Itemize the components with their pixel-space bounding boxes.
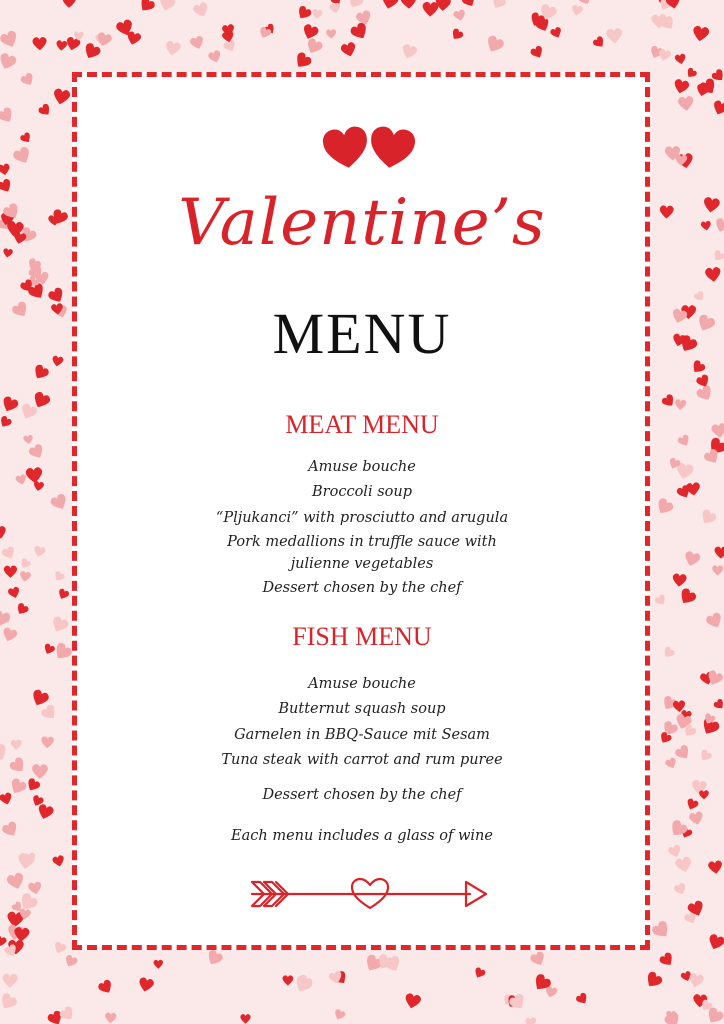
- confetti-heart-icon: [661, 393, 677, 409]
- footer-note: Each menu includes a glass of wine: [231, 828, 493, 844]
- confetti-heart-icon: [673, 882, 688, 897]
- confetti-heart-icon: [0, 52, 18, 72]
- meat-menu-item: julienne vegetables: [290, 556, 434, 572]
- confetti-heart-icon: [37, 103, 53, 119]
- confetti-heart-icon: [164, 40, 181, 57]
- confetti-heart-icon: [667, 844, 683, 859]
- two-hearts-icon: [322, 126, 416, 170]
- confetti-heart-icon: [643, 970, 664, 991]
- confetti-heart-icon: [326, 29, 337, 39]
- confetti-heart-icon: [58, 1005, 76, 1023]
- confetti-heart-icon: [461, 0, 478, 9]
- confetti-heart-icon: [52, 88, 71, 106]
- confetti-heart-icon: [692, 25, 710, 42]
- fish-menu-item: Dessert chosen by the chef: [262, 787, 462, 803]
- confetti-heart-icon: [304, 37, 324, 56]
- confetti-heart-icon: [205, 949, 225, 968]
- fish-menu-item: Garnelen in BBQ-Sauce mit Sesam: [234, 727, 490, 743]
- confetti-heart-icon: [592, 35, 607, 50]
- confetti-heart-icon: [706, 933, 724, 952]
- confetti-heart-icon: [549, 26, 563, 39]
- confetti-heart-icon: [158, 0, 177, 13]
- confetti-heart-icon: [0, 106, 16, 126]
- title-valentines: Valentine’s: [178, 186, 546, 260]
- confetti-heart-icon: [240, 1014, 250, 1024]
- confetti-heart-icon: [137, 0, 157, 15]
- fish-menu-item: Tuna steak with carrot and rum puree: [221, 752, 503, 768]
- confetti-heart-icon: [97, 978, 115, 996]
- confetti-heart-icon: [82, 42, 102, 62]
- meat-menu-item: Dessert chosen by the chef: [262, 580, 462, 596]
- confetti-heart-icon: [56, 40, 68, 51]
- confetti-heart-icon: [349, 21, 370, 42]
- fish-menu-item: Butternut squash soup: [278, 701, 446, 717]
- confetti-heart-icon: [0, 935, 7, 948]
- fish-menu-item: Amuse bouche: [308, 676, 416, 692]
- confetti-heart-icon: [301, 23, 320, 41]
- confetti-heart-icon: [490, 0, 507, 11]
- title-menu: MENU: [272, 301, 452, 366]
- confetti-heart-icon: [14, 602, 29, 617]
- fish-menu-heading: FISH MENU: [292, 622, 432, 651]
- confetti-heart-icon: [695, 384, 715, 404]
- confetti-heart-icon: [508, 992, 528, 1012]
- confetti-heart-icon: [525, 1017, 537, 1024]
- confetti-heart-icon: [6, 872, 26, 891]
- confetti-heart-icon: [674, 53, 686, 65]
- confetti-heart-icon: [473, 966, 487, 980]
- confetti-heart-icon: [380, 0, 399, 10]
- confetti-heart-icon: [711, 99, 724, 117]
- confetti-heart-icon: [400, 43, 418, 60]
- confetti-heart-icon: [606, 28, 623, 44]
- confetti-heart-icon: [137, 977, 154, 993]
- confetti-heart-icon: [340, 41, 358, 58]
- confetti-heart-icon: [192, 1, 210, 19]
- confetti-heart-icon: [2, 974, 17, 988]
- confetti-heart-icon: [529, 45, 545, 61]
- confetti-heart-icon: [705, 267, 722, 283]
- confetti-heart-icon: [62, 0, 75, 8]
- confetti-heart-icon: [19, 131, 33, 145]
- confetti-heart-icon: [52, 855, 66, 868]
- confetti-heart-icon: [105, 1012, 117, 1023]
- confetti-heart-icon: [529, 950, 547, 968]
- confetti-heart-icon: [484, 34, 506, 55]
- confetti-heart-icon: [674, 399, 686, 411]
- confetti-heart-icon: [658, 951, 676, 969]
- confetti-heart-icon: [688, 811, 704, 826]
- confetti-heart-icon: [422, 2, 438, 17]
- confetti-heart-icon: [0, 163, 11, 176]
- confetti-heart-icon: [650, 919, 672, 941]
- meat-menu-item: Pork medallions in truffle sauce with: [227, 534, 497, 550]
- confetti-heart-icon: [673, 78, 690, 95]
- confetti-heart-icon: [404, 992, 422, 1010]
- confetti-heart-icon: [207, 50, 222, 65]
- confetti-heart-icon: [346, 0, 365, 11]
- confetti-heart-icon: [0, 29, 20, 50]
- heart-arrow-icon: [248, 876, 490, 912]
- confetti-heart-icon: [678, 96, 695, 112]
- confetti-heart-icon: [36, 803, 54, 821]
- confetti-heart-icon: [292, 51, 313, 71]
- confetti-heart-icon: [312, 9, 323, 20]
- confetti-heart-icon: [63, 954, 79, 969]
- meat-menu-item: Amuse bouche: [308, 459, 416, 475]
- confetti-heart-icon: [708, 860, 723, 875]
- meat-menu-heading: MEAT MENU: [285, 410, 439, 439]
- confetti-heart-icon: [52, 941, 67, 955]
- confetti-heart-icon: [685, 67, 698, 80]
- confetti-heart-icon: [189, 35, 205, 51]
- confetti-heart-icon: [329, 3, 341, 14]
- confetti-heart-icon: [674, 856, 693, 874]
- confetti-heart-icon: [577, 0, 593, 7]
- confetti-heart-icon: [0, 992, 19, 1013]
- confetti-heart-icon: [571, 4, 584, 16]
- confetti-heart-icon: [333, 1008, 347, 1021]
- confetti-heart-icon: [453, 9, 467, 22]
- confetti-heart-icon: [400, 0, 417, 9]
- confetti-heart-icon: [282, 975, 293, 985]
- confetti-heart-icon: [295, 5, 313, 22]
- confetti-heart-icon: [32, 37, 47, 51]
- confetti-heart-icon: [153, 960, 163, 969]
- confetti-heart-icon: [449, 27, 464, 42]
- meat-menu-item: “Pljukanci” with prosciutto and arugula: [215, 510, 509, 526]
- confetti-heart-icon: [19, 72, 36, 88]
- confetti-heart-icon: [28, 881, 43, 895]
- confetti-heart-icon: [12, 145, 34, 166]
- meat-menu-item: Broccoli soup: [312, 484, 412, 500]
- confetti-heart-icon: [575, 992, 590, 1007]
